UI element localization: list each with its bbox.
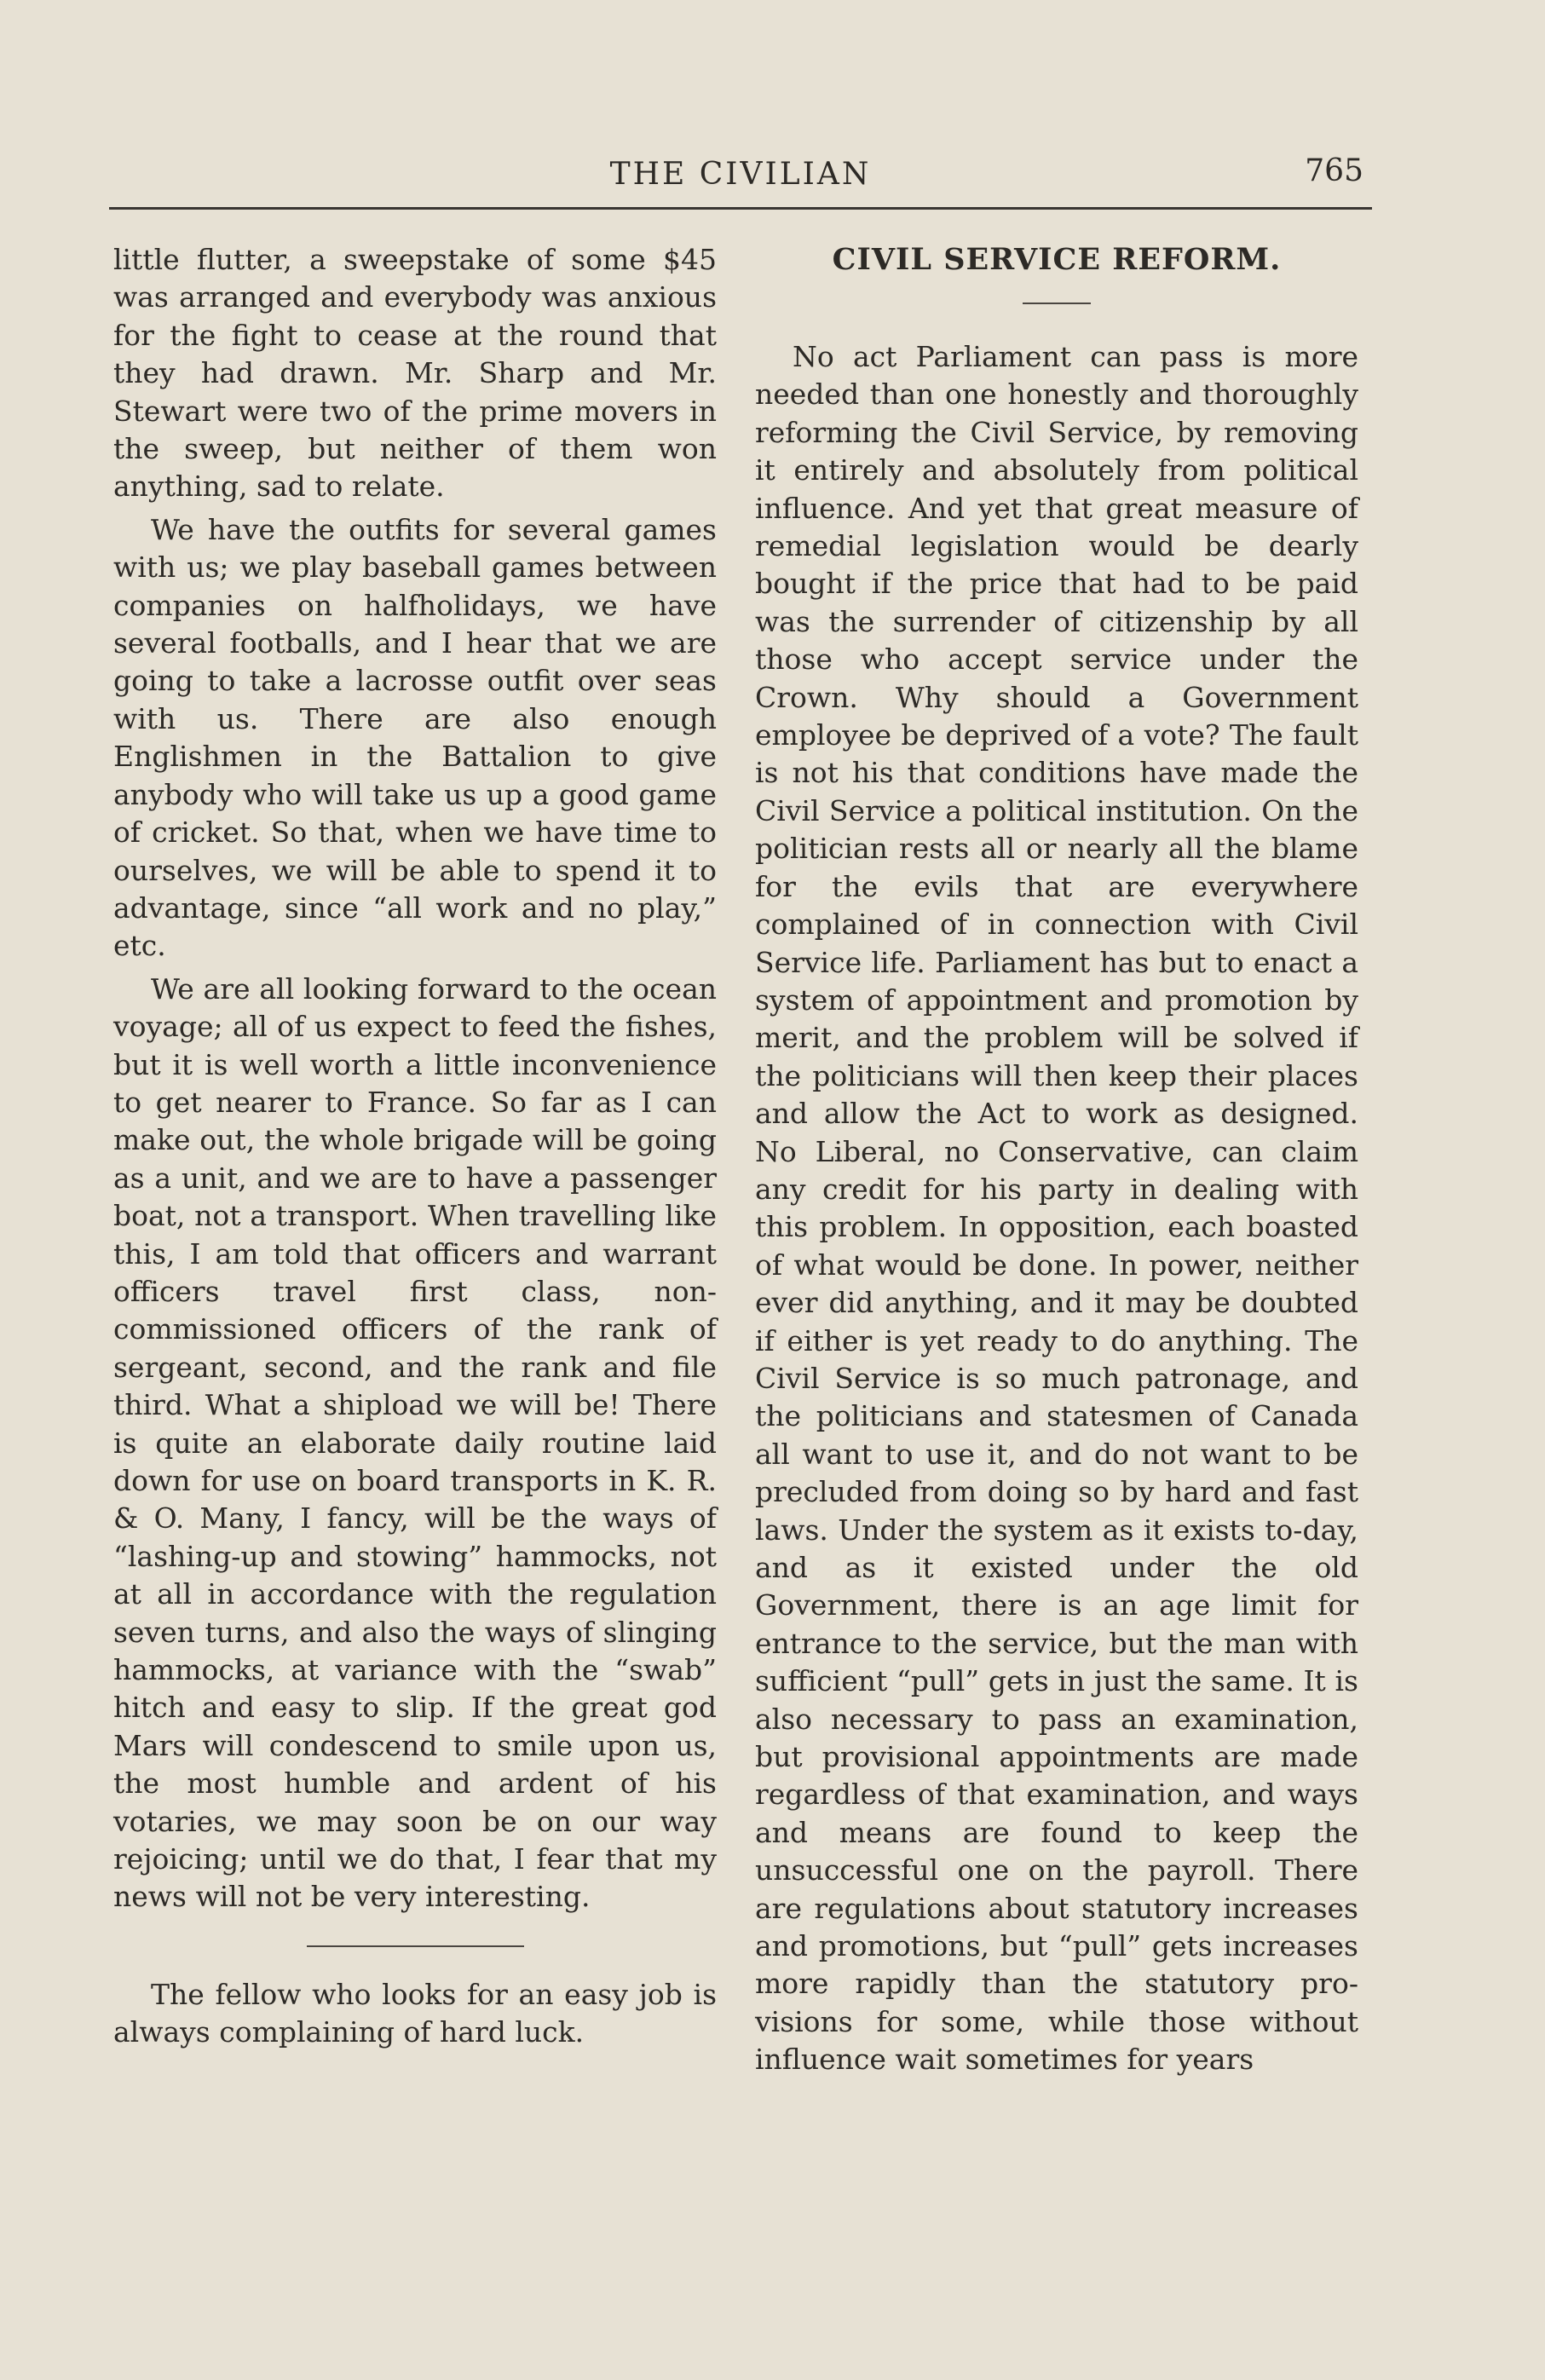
- paragraph: little flutter, a sweepstake of some $45 was arranged and everybody was anxious for the fight to cease at the round that they had drawn. Mr. Sharp and Mr. Stewart were two of the prime movers in the sweep, but neither of them won anything, sad to relate.: [113, 243, 717, 504]
- left-column: [113, 241, 717, 2057]
- section-divider: [307, 1945, 524, 1947]
- running-title: THE CIVILIAN: [609, 157, 872, 192]
- article-heading: CIVIL SERVICE REFORM.: [832, 242, 1282, 277]
- closing-filler: The fellow who looks for an easy job is always complaining of hard luck.: [113, 1977, 717, 2049]
- paragraph: No act Parliament can pass is more needed than one honestly and thoroughly reforming the Civil Service, by removing it entirely and absolutely from political influence. And yet that great measure of remedial legislation would be dearly bought if the price that had to be paid was the surrender of citizenship by all those who accept service under the Crown. Why should a Government employee be deprived of a vote? The fault is not his that conditions have made the Civil Service a political institution. On the politician rests all or nearly all the blame for the evils that are everywhere complained of in connection with Civil Service life. Parliament has but to enact a system of appointment and promotion by merit, and the problem will be solved if the politicians will then keep their places and allow the Act to work as designed. No Liberal, no Conservative, can claim any credit for his party in dealing with this problem. In opposition, each boasted of what would be done. In power, neither ever did anything, and it may be doubted if either is yet ready to do anything. The Civil Service is so much patronage, and the politicians and statesmen of Canada all want to use it, and do not want to be precluded from doing so by hard and fast laws. Under the system as it exists to-day, and as it existed under the old Government, there is an age limit for entrance to the service, but the man with sufficient “pull” gets in just the same. It is also necessary to pass an examination, but provisional appointments are made regardless of that examination, and ways and means are found to keep the unsuccessful one on the payroll. There are regulations about statutory increases and promotions, but “pull” gets increases more rapidly than the statutory provisions for some, while those without influence wait sometimes for years: [755, 340, 1358, 2077]
- page-number: 765: [1305, 153, 1363, 188]
- paragraph: We have the outfits for several games with us; we play baseball games between companies on halfholidays, we have several footballs, and I hear that we are going to take a lacrosse outfit over seas with us. There are also enough Englishmen in the Battalion to give anybody who will take us up a good game of cricket. So that, when we have time to ourselves, we will be able to spend it to advantage, since “all work and no play,” etc.: [113, 512, 717, 963]
- page-header: [109, 153, 1372, 198]
- right-column: [755, 241, 1358, 2084]
- heading-divider: [1023, 303, 1091, 304]
- header-rule: [109, 207, 1372, 210]
- paragraph: We are all looking forward to the ocean voyage; all of us expect to feed the fishes, but it is well worth a little inconvenience to get nearer to France. So far as I can make out, the whole brigade will be going as a unit, and we are to have a passenger boat, not a transport. When travelling like this, I am told that officers and warrant officers travel first class, noncommissioned officers of the rank of sergeant, second, and the rank and file third. What a shipload we will be! There is quite an elaborate daily routine laid down for use on board transports in K. R. & O. Many, I fancy, will be the ways of “lashing-up and stowing” hammocks, not at all in accordance with the regulation seven turns, and also the ways of slinging hammocks, at variance with the “swab” hitch and easy to slip. If the great god Mars will condescend to smile upon us, the most humble and ardent of his votaries, we may soon be on our way rejoicing; until we do that, I fear that my news will not be very interesting.: [113, 971, 717, 1914]
